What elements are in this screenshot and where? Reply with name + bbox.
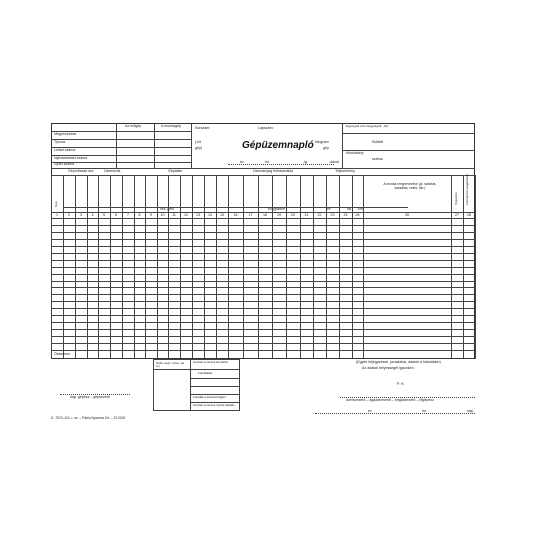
unit-ha: ha [347, 207, 351, 211]
column-number: 4 [91, 213, 94, 217]
kapott-label: Kiöltött [372, 140, 383, 144]
table-row [51, 260, 475, 261]
column-number: 26 [405, 213, 409, 217]
column-number: 16 [233, 213, 238, 217]
szall-tav-label: Száll. végz. szám. (ki. tv.) [156, 361, 186, 368]
table-row [51, 350, 475, 351]
column-number: 21 [304, 213, 309, 217]
column-number: 25 [355, 213, 360, 217]
column-number: 23 [330, 213, 335, 217]
kezdett-utan-label: Kezdett a részek nyitott oldalán [193, 403, 235, 407]
summary-box-row [190, 386, 240, 387]
table-row [51, 336, 475, 337]
feladas-label: Feladás a kezdett lapján [193, 395, 226, 399]
column-number: 19 [277, 213, 281, 217]
column-number: 22 [317, 213, 322, 217]
unit-kilogramm: Kilogramm [268, 207, 286, 211]
summary-box-row [190, 378, 240, 379]
col-group-line [51, 175, 475, 176]
tol-label: (-tól [195, 140, 202, 144]
col-unit-line [63, 207, 408, 208]
summary-box-divider [190, 359, 191, 411]
fogl-gepesz-label: fogl. gépész – gépkezelő [70, 395, 110, 399]
table-row [51, 246, 475, 247]
table-row [51, 267, 475, 268]
unit-m3: m³ [327, 207, 332, 211]
nyilvantartasi-szama-label: Nyilvántartási száma [54, 156, 88, 160]
sorszam-label: Sorszám: [195, 126, 211, 130]
group-megnevezes: A munka megnevezése (pl. szántás, kaszálás, vetés, stb.) [383, 182, 437, 191]
gyari-szama-label: Gyári száma [54, 162, 75, 166]
header-col-line [342, 123, 343, 168]
group-gepmuszak: Gépműszak óra [68, 169, 94, 173]
table-row [51, 281, 475, 282]
form-code: D. 7570–110. r. sz. – Pátria Nyomda Zrt. – 23 0150 [51, 416, 126, 420]
table-row [51, 225, 475, 226]
column-line [475, 175, 476, 359]
column-number: 24 [343, 213, 348, 217]
table-row [51, 315, 475, 316]
col-number-bottom [51, 218, 475, 219]
table-row [51, 274, 475, 275]
table-row [51, 308, 475, 309]
column-number: 15 [220, 213, 224, 217]
column-number: 27 [455, 213, 459, 217]
column-number: 7 [127, 213, 129, 217]
egyeb-feljegyzesek: (Egyéb feljegyzések, javaslatok, adatok a hátoldalon) [356, 360, 441, 364]
page-title: Gépüzemnapló [242, 140, 314, 151]
column-number: 14 [208, 213, 212, 217]
az-erogep-label: Az erőgép [125, 124, 142, 128]
a-munkagep-label: A munkagép [161, 124, 181, 128]
bottom-ho: hó [422, 409, 426, 413]
column-number: 20 [291, 213, 295, 217]
date-ig: -ig [303, 160, 307, 164]
header-col-line [191, 123, 192, 168]
table-row [51, 232, 475, 233]
szama-label: száma [372, 157, 383, 161]
unit-ora-perc: óra, perc [160, 207, 175, 211]
column-number: 2 [68, 213, 70, 217]
table-row [51, 287, 475, 288]
bottom-ev: év [368, 409, 372, 413]
header-col-line [154, 123, 155, 168]
column-number: 18 [263, 213, 267, 217]
osszesen-label: Összesen [54, 352, 70, 356]
unit-km: km [358, 207, 363, 211]
table-row [51, 239, 475, 240]
column-number: 11 [172, 213, 176, 217]
munkahely-label: Munkahely [346, 151, 364, 155]
az-adatok-label: Az adatok helyességét igazolom: [362, 366, 415, 370]
date-ev: év [240, 160, 244, 164]
column-number: 3 [80, 213, 82, 217]
table-row [51, 294, 475, 295]
date-line-bottom [315, 413, 475, 414]
group-teljesitmeny: Teljesítmény [335, 169, 355, 173]
column-number: 5 [103, 213, 105, 217]
date-line [228, 164, 334, 165]
column-number: 6 [115, 213, 117, 217]
kilogram-label: kilogram [315, 140, 329, 144]
column-number: 12 [184, 213, 188, 217]
ph-label: P. H. [397, 382, 405, 386]
gep-label: gép) [195, 146, 203, 150]
column-number: 17 [248, 213, 253, 217]
table-row [51, 329, 475, 330]
header-row-line [342, 133, 475, 134]
table-row [51, 322, 475, 323]
column-number: 8 [138, 213, 141, 217]
column-number: 10 [160, 213, 165, 217]
uzemvezeto-label: üzemvezető – ágazatvezető – brigádvezető – főgépész [346, 398, 434, 402]
header-row-line [51, 139, 191, 140]
date-ho: hó [265, 160, 269, 164]
megnevezese-label: Megnevezése [54, 132, 77, 136]
column-number: 28 [467, 213, 471, 217]
bottom-nap: nap. [467, 409, 474, 413]
kezdett-label: Kezdett a részek kezdetén [193, 360, 229, 364]
column-number: 9 [150, 213, 152, 217]
summary-box-row [153, 369, 240, 370]
fenntartas-label: Fenntartás megjelölése [465, 173, 469, 205]
lapszam-label: Lapszám: [258, 126, 274, 130]
tipusa-label: Típusa [54, 140, 65, 144]
group-gepallas: Gépállás [168, 169, 183, 173]
date-ddal: -dával [329, 160, 339, 164]
teljesites-label: Teljesítés [454, 192, 458, 205]
egysegtol-label: Egységtől (üzemegységtől, -tól) [346, 124, 389, 128]
table-row [51, 253, 475, 254]
header-col-line [116, 123, 117, 168]
table-row [51, 343, 475, 344]
nap-label: Nap [54, 201, 58, 207]
leltari-szama-label: Leltári száma [54, 148, 76, 152]
form-frame [51, 123, 475, 359]
table-row [51, 301, 475, 302]
group-uzemelt: Üzemórák [104, 169, 121, 173]
column-number: 1 [56, 213, 58, 217]
felvallatas-label: Felvállalás: [198, 371, 214, 375]
gep2-label: gép [323, 146, 329, 150]
group-uzemanyag: Üzemanyag felhasználás [253, 169, 294, 173]
column-number: 13 [196, 213, 200, 217]
